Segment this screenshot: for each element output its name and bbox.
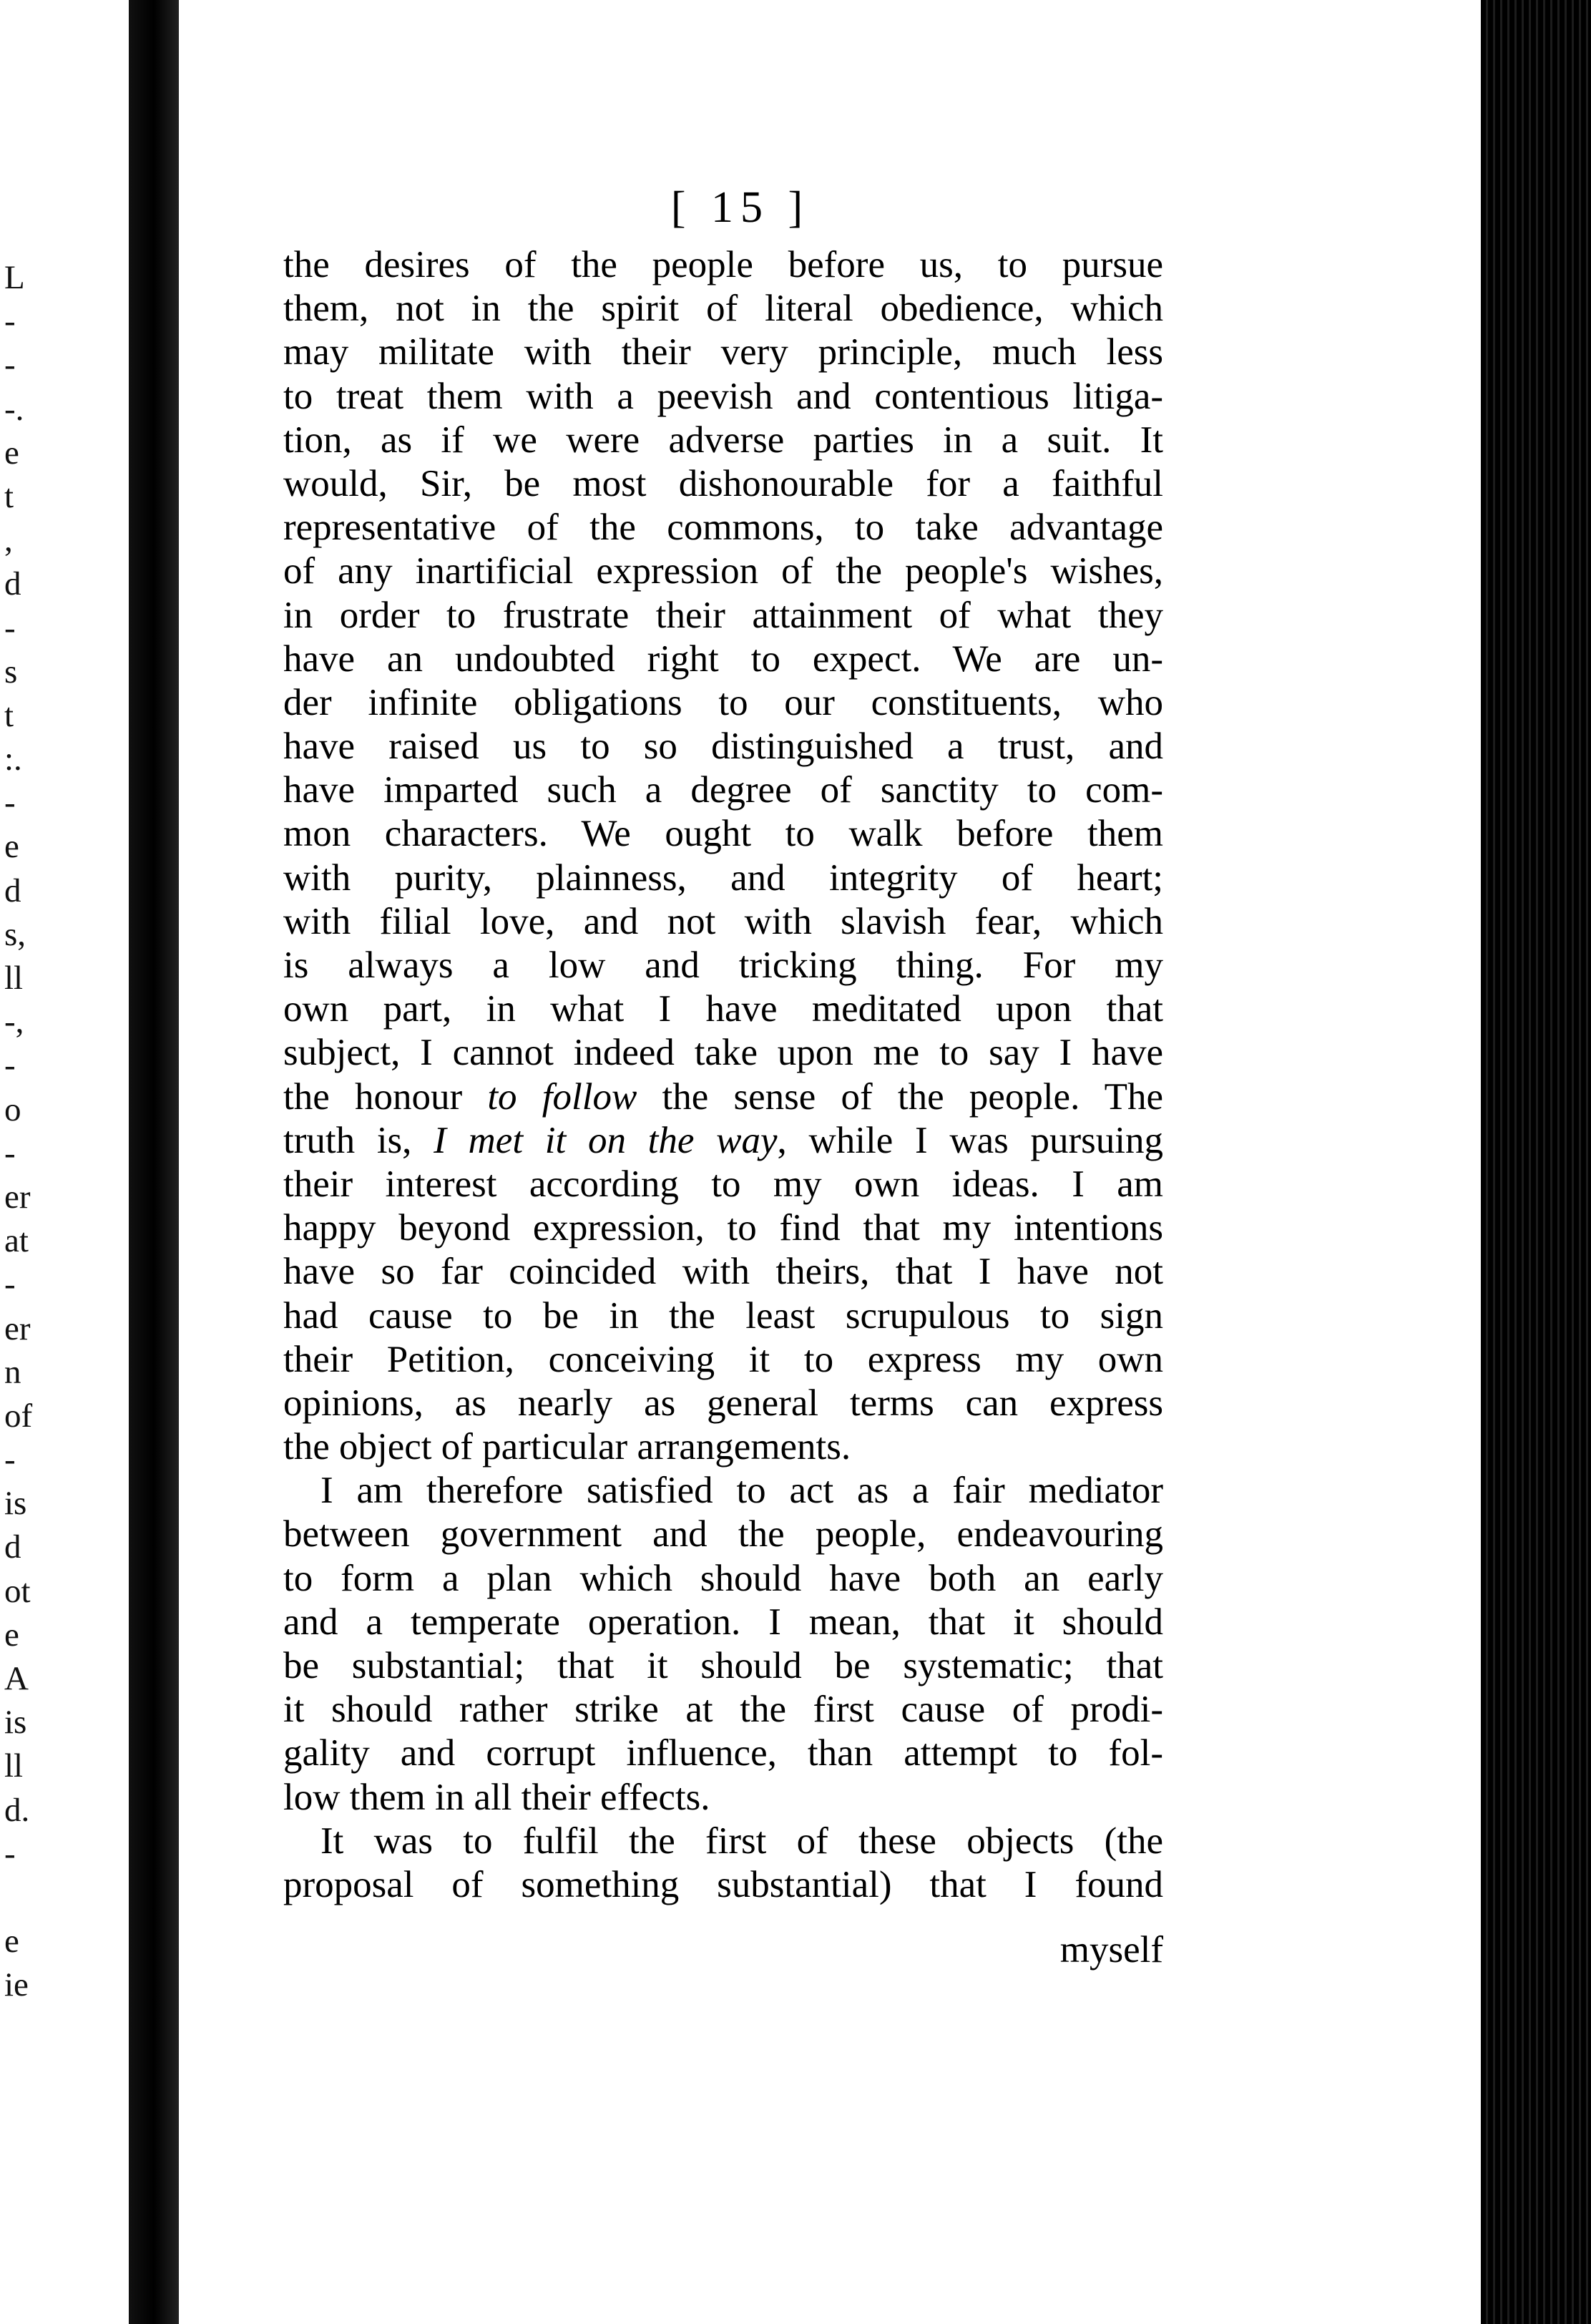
left-page-fragment: s [4,653,18,690]
text-line: the honour to follow the sense of the people. The [283,1075,1163,1118]
left-page-fragment: -, [4,1003,24,1041]
left-page-fragment: -. [4,390,24,428]
left-page-fragment: ll [4,960,24,997]
left-page-fragment: d [4,565,21,603]
left-page-fragment: L [4,259,25,296]
left-page-fragment: e [4,1616,19,1654]
left-page-fragment: - [4,1047,16,1085]
left-page-fragment: :. [4,741,22,778]
text-line: had cause to be in the least scrupulous to sign [283,1294,1163,1337]
left-page-fragment: e [4,828,19,866]
page-number: [ 15 ] [670,183,811,232]
text-line: have so far coincided with theirs, that I have not [283,1251,1163,1293]
text-line: have an undoubted right to expect. We are un- [283,638,1163,680]
left-page-fragment: d [4,1528,21,1566]
text-line: and a temperate operation. I mean, that it should [283,1601,1163,1643]
text-line: be substantial; that it should be systematic; that [283,1645,1163,1686]
left-page-fragment: at [4,1222,29,1260]
left-page-fragment: - [4,609,16,647]
text-line: I am therefore satisfied to act as a fair mediator [320,1470,1163,1512]
text-line: is always a low and tricking thing. For my [283,944,1163,986]
text-line: may militate with their very principle, much less [283,331,1163,374]
text-line: opinions, as nearly as general terms can express [283,1382,1163,1424]
text-line: of any inartificial expression of the people's wishes, [283,550,1163,592]
text-line: mon characters. We ought to walk before them [283,813,1163,855]
left-page-fragment: is [4,1485,27,1523]
left-page-fragment: , [4,522,13,560]
text-line: their Petition, conceiving it to express my own [283,1338,1163,1380]
left-page-fragment [0,1876,43,1920]
text-line: with purity, plainness, and integrity of heart; [283,856,1163,899]
left-page-fragments [0,256,43,2008]
left-page-fragment: d [4,872,21,909]
left-page-fragment: e [4,434,19,472]
left-page-fragment: ie [4,1966,29,2004]
text-line: have imparted such a degree of sanctity to com- [283,769,1163,811]
left-page-fragment: n [4,1353,21,1391]
text-line: with filial love, and not with slavish fear, which [283,900,1163,942]
text-line: tion, as if we were adverse parties in a suit. It [283,419,1163,461]
left-page-fragment: - [4,346,16,384]
left-page-fragment: ll [4,1747,24,1785]
left-page-fragment: - [4,1134,16,1172]
text-line: subject, I cannot indeed take upon me to say I have [283,1032,1163,1074]
text-line: truth is, I met it on the way, while I was pursuing [283,1119,1163,1161]
text-line: their interest according to my own ideas. I am [283,1163,1163,1205]
left-page-fragment: A [4,1660,29,1697]
text-line: it should rather strike at the first cause of prodi- [283,1689,1163,1731]
text-line: to treat them with a peevish and contentious litiga- [283,375,1163,417]
text-line: would, Sir, be most dishonourable for a faithful [283,462,1163,504]
left-page-fragment: d. [4,1791,30,1829]
page-edges [1481,0,1591,2324]
text-line: gality and corrupt influence, than attempt to fol- [283,1732,1163,1774]
book-gutter [129,0,179,2324]
text-line: in order to frustrate their attainment of what they [283,594,1163,636]
text-line: der infinite obligations to our constituents, who [283,681,1163,723]
left-page-fragment: er [4,1178,31,1216]
left-page-fragment: s, [4,915,26,953]
left-page-fragment: er [4,1309,31,1347]
text-line: own part, in what I have meditated upon that [283,988,1163,1030]
text-line: happy beyond expression, to find that my intentions [283,1207,1163,1249]
left-page-fragment: - [4,303,16,341]
left-page-fragment: t [4,477,14,515]
text-line: to form a plan which should have both an early [283,1557,1163,1599]
left-page-fragment: - [4,1441,16,1479]
text-line: the desires of the people before us, to pursue [283,244,1163,285]
left-page-fragment: of [4,1397,33,1435]
text-line: low them in all their effects. [283,1776,710,1818]
text-line: proposal of something substantial) that I found [283,1863,1163,1905]
left-page-fragment: is [4,1704,27,1742]
left-page-fragment: ot [4,1572,31,1610]
left-page-fragment: e [4,1923,19,1961]
text-line: the object of particular arrangements. [283,1426,851,1468]
left-page-fragment: o [4,1090,21,1128]
left-page-fragment: - [4,784,16,822]
text-line: them, not in the spirit of literal obedience, which [283,288,1163,330]
text-line: between government and the people, endeavouring [283,1513,1163,1556]
left-page-fragment: - [4,1266,16,1304]
left-page-fragment: t [4,696,14,734]
text-line: have raised us to so distinguished a trust, and [283,726,1163,768]
left-page-fragment: - [4,1835,16,1873]
catchword: myself [1059,1929,1163,1971]
body-text [283,243,1163,1907]
text-line: It was to fulfil the first of these objects (the [320,1820,1163,1862]
text-line: representative of the commons, to take advantage [283,507,1163,549]
left-facing-page [0,0,129,2324]
